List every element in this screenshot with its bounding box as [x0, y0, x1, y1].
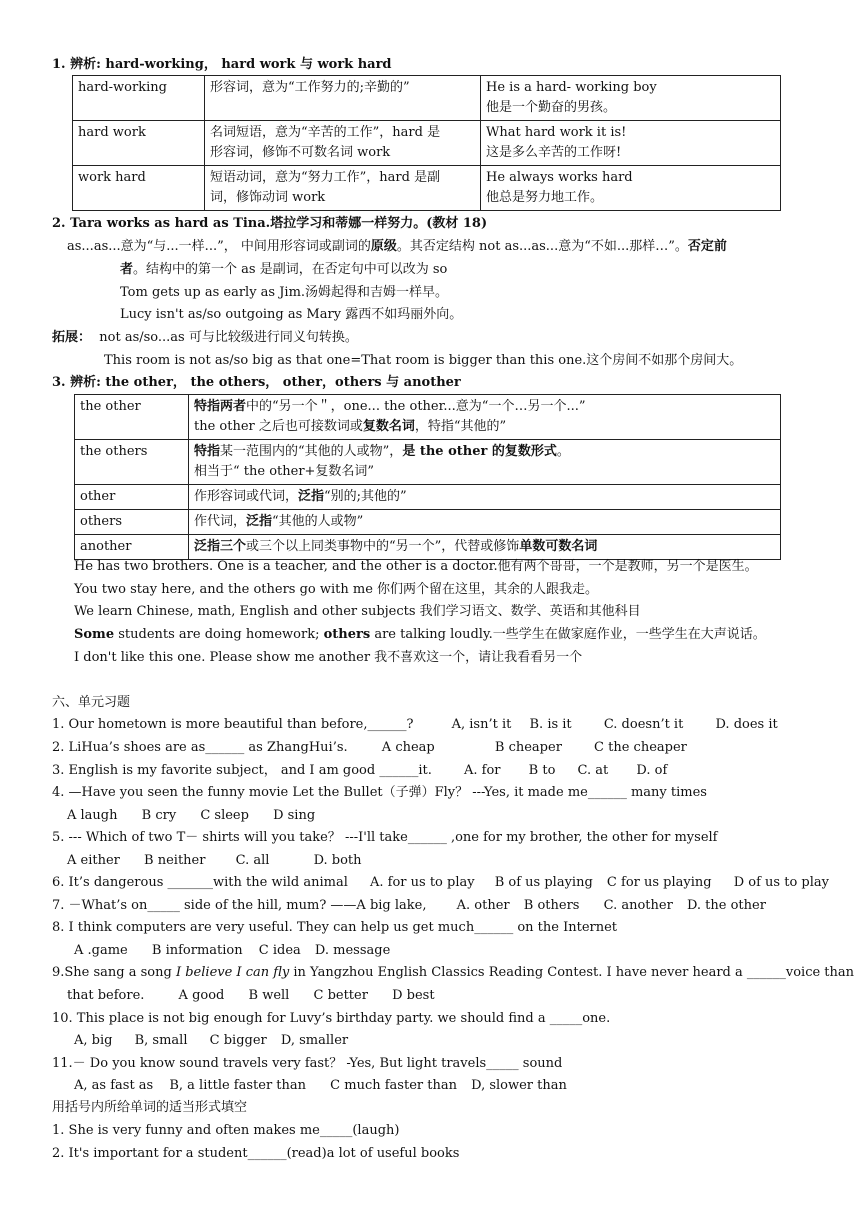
example-cell: He is a hard- working boy 他是一个勤奋的男孩。 [481, 76, 781, 121]
question-11-options: A, as fast as B, a little faster than C much faster than D, slower than [74, 1078, 567, 1093]
term-cell: work hard [73, 166, 205, 211]
question-6: 6. It’s dangerous _______with the wild animal A. for us to play B of us playing C for us playing D of us to play [52, 875, 829, 890]
usage-cell: 特指某一范围内的“其他的人或物”，是 the other 的复数形式。 相当于“ the other+复数名词” [189, 440, 781, 485]
question-4-options: A laugh B cry C sleep D sing [67, 808, 316, 823]
question-5-options: A either B neither C. all D. both [67, 853, 362, 868]
usage-cell: 泛指三个或三个以上同类事物中的“另一个”，代替或修饰单数可数名词 [189, 535, 781, 560]
meaning-cell: 名词短语，意为“辛苦的工作”，hard 是 形容词，修饰不可数名词 work [205, 121, 481, 166]
section2-example1: Tom gets up as early as Jim.汤姆起得和吉姆一样早。 [120, 285, 449, 300]
section3-example4: Some students are doing homework; others are talking loudly.一些学生在做家庭作业，一些学生在大声说话。 [74, 627, 766, 642]
usage-cell: 特指两者中的“另一个＂，one... the other...意为“一个…另一个...” the other 之后也可接数词或复数名词，特指“其他的” [189, 395, 781, 440]
hard-work-table [72, 75, 781, 211]
section2-example2: Lucy isn't as/so outgoing as Mary 露西不如玛丽外向。 [120, 307, 463, 322]
exercises-heading: 六、单元习题 [52, 695, 131, 710]
question-8: 8. I think computers are very useful. They can help us get much______ on the Internet [52, 920, 618, 935]
table-row [75, 395, 781, 440]
table-row [75, 535, 781, 560]
question-5: 5. --- Which of two T－ shirts will you take？ ---I'll take______ ,one for my brother, the other for myself [52, 830, 718, 845]
section3-example2: You two stay here, and the others go with me 你们两个留在这里，其余的人跟我走。 [74, 582, 599, 597]
meaning-cell: 形容词，意为“工作努力的;辛勤的” [205, 76, 481, 121]
term-cell: other [75, 485, 189, 510]
term-cell: hard-working [73, 76, 205, 121]
section1-heading: 1. 辨析: hard-working， hard work 与 work hard [52, 57, 392, 72]
question-1: 1. Our hometown is more beautiful than before,______? A, isn’t it B. is it C. doesn’t it D. does it [52, 717, 778, 732]
meaning-cell: 短语动词，意为“努力工作”，hard 是副 词，修饰动词 work [205, 166, 481, 211]
question-4: 4. —Have you seen the funny movie Let the Bullet（子弹）Fly？ ---Yes, it made me______ many times [52, 785, 707, 800]
table-row [73, 121, 781, 166]
table-row [73, 166, 781, 211]
question-11: 11.－ Do you know sound travels very fast？ -Yes, But light travels_____ sound [52, 1056, 563, 1071]
question-10: 10. This place is not big enough for Luvy’s birthday party. we should find a _____one. [52, 1011, 611, 1026]
question-8-options: A .game B information C idea D. message [74, 943, 391, 958]
term-cell: hard work [73, 121, 205, 166]
section2-line2: 者。结构中的第一个 as 是副词，在否定句中可以改为 so [120, 262, 448, 277]
question-7: 7. －What’s on_____ side of the hill, mum? ——A big lake, A. other B others C. another D. the other [52, 898, 766, 913]
section3-example5: I don't like this one. Please show me another 我不喜欢这一个，请让我看看另一个 [74, 650, 583, 665]
fill-question-2: 2. It's important for a student______(read)a lot of useful books [52, 1146, 460, 1161]
term-cell: the other [75, 395, 189, 440]
question-3: 3. English is my favorite subject， and I am good ______it. A. for B to C. at D. of [52, 763, 668, 778]
question-2: 2. LiHua’s shoes are as______ as ZhangHui’s. A cheap B cheaper C the cheaper [52, 740, 687, 755]
fill-question-1: 1. She is very funny and often makes me_____(laugh) [52, 1123, 400, 1138]
question-10-options: A, big B, small C bigger D, smaller [74, 1033, 349, 1048]
other-table [74, 394, 781, 560]
section2-line1: as...as...意为“与...一样...”， 中间用形容词或副词的原级。其否定结构 not as...as...意为“不如...那样…”。否定前 [67, 239, 727, 254]
fill-heading: 用括号内所给单词的适当形式填空 [52, 1100, 248, 1115]
extension-line: 拓展： not as/so...as 可与比较级进行同义句转换。 [52, 330, 358, 345]
usage-cell: 作形容词或代词，泛指“别的;其他的” [189, 485, 781, 510]
example-cell: He always works hard 他总是努力地工作。 [481, 166, 781, 211]
question-9-options: that before. A good B well C better D best [67, 988, 435, 1003]
usage-cell: 作代词，泛指“其他的人或物” [189, 510, 781, 535]
section3-heading: 3. 辨析: the other， the others， other，others 与 another [52, 375, 461, 390]
table-row [75, 510, 781, 535]
term-cell: others [75, 510, 189, 535]
section2-heading: 2. Tara works as hard as Tina.塔拉学习和蒂娜一样努力。(教材 18) [52, 216, 488, 231]
term-cell: another [75, 535, 189, 560]
table-row [73, 76, 781, 121]
extension-example: This room is not as/so big as that one=That room is bigger than this one.这个房间不如那个房间大。 [104, 353, 743, 368]
term-cell: the others [75, 440, 189, 485]
question-9: 9.She sang a song I believe I can fly in Yangzhou English Classics Reading Contest. I have never heard a ______voice than [52, 965, 855, 980]
section3-example3: We learn Chinese, math, English and other subjects 我们学习语文、数学、英语和其他科目 [74, 604, 641, 619]
section3-example1: He has two brothers. One is a teacher, and the other is a doctor.他有两个哥哥，一个是教师，另一个是医生。 [74, 559, 758, 574]
example-cell: What hard work it is! 这是多么辛苦的工作呀! [481, 121, 781, 166]
table-row [75, 485, 781, 510]
table-row [75, 440, 781, 485]
